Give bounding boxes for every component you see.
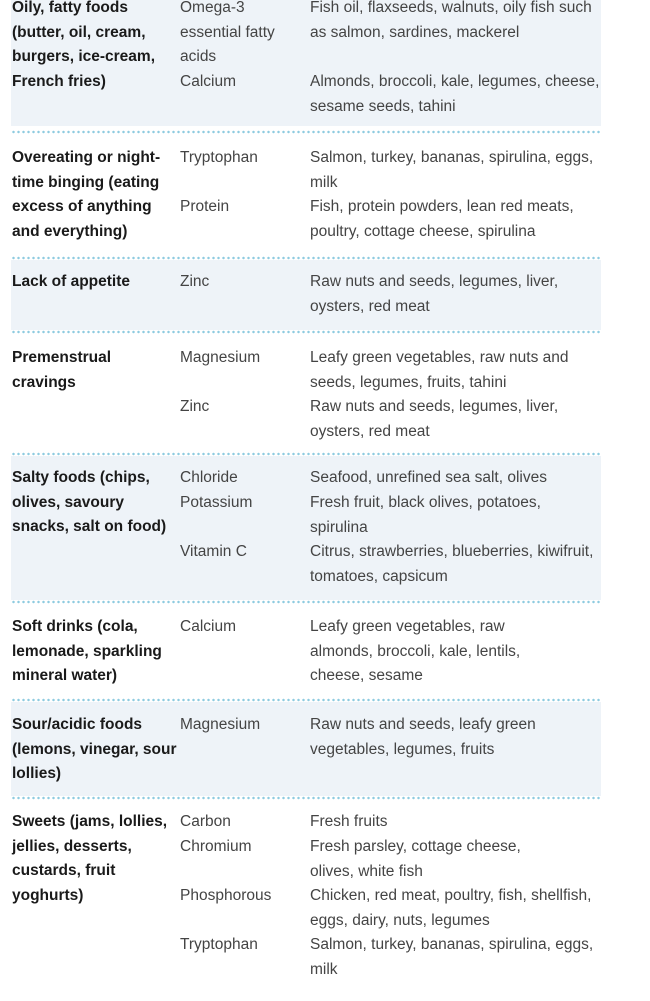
food-sources: Fresh fruit, black olives, potatoes, spirulina: [310, 494, 541, 536]
nutrient-label: Magnesium: [180, 349, 261, 366]
food-sources: Fish oil, flaxseeds, walnuts, oily fish such as salmon, sardines, mackerel: [310, 0, 592, 41]
table-row-group: [11, 134, 601, 256]
food-sources: Chicken, red meat, poultry, fish, shellfish, eggs, dairy, nuts, legumes: [310, 887, 592, 929]
food-sources: Salmon, turkey, bananas, spirulina, eggs, milk: [310, 149, 594, 191]
food-sources: Raw nuts and seeds, legumes, liver, oysters, red meat: [310, 398, 559, 440]
craving-label: Sour/acidic foods (lemons, vinegar, sour lollies): [12, 716, 177, 783]
nutrient-label: Potassium: [180, 494, 253, 511]
nutrient-label: Zinc: [180, 273, 210, 290]
food-sources: Fresh fruits: [310, 813, 388, 830]
food-sources: Almonds, broccoli, kale, legumes, cheese, sesame seeds, tahini: [310, 73, 600, 115]
table-row-group: [11, 456, 601, 600]
table-row-group: [11, 0, 601, 126]
food-sources: Fresh parsley, cottage cheese, olives, white fish: [310, 838, 521, 880]
craving-label: Sweets (jams, lollies, jellies, desserts, custards, fruit yoghurts): [12, 813, 168, 904]
nutrient-label: Calcium: [180, 73, 236, 90]
nutrient-label: Tryptophan: [180, 149, 258, 166]
food-sources: Salmon, turkey, bananas, spirulina, eggs, milk: [310, 936, 594, 978]
nutrient-label: Protein: [180, 198, 230, 215]
craving-label: Soft drinks (cola, lemonade, sparkling mineral water): [12, 618, 162, 685]
nutrient-label: Phosphorous: [180, 887, 272, 904]
food-sources: Seafood, unrefined sea salt, olives: [310, 469, 547, 486]
nutrient-label: Carbon: [180, 813, 231, 830]
food-sources: Raw nuts and seeds, leafy green vegetables, legumes, fruits: [310, 716, 536, 758]
food-sources: Fish, protein powders, lean red meats, poultry, cottage cheese, spirulina: [310, 198, 574, 240]
food-sources: Citrus, strawberries, blueberries, kiwifruit, tomatoes, capsicum: [310, 543, 594, 585]
table-row-group: [11, 604, 601, 698]
food-sources: Raw nuts and seeds, legumes, liver, oysters, red meat: [310, 273, 559, 315]
nutrient-label: Omega-3 essential fatty acids: [180, 0, 275, 66]
nutrient-label: Calcium: [180, 618, 236, 635]
nutrient-label: Magnesium: [180, 716, 261, 733]
craving-label: Oily, fatty foods (butter, oil, cream, burgers, ice-cream, French fries): [12, 0, 156, 90]
craving-label: Salty foods (chips, olives, savoury snacks, salt on food): [12, 469, 167, 536]
nutrient-label: Chloride: [180, 469, 238, 486]
craving-label: Premenstrual cravings: [12, 349, 112, 391]
craving-label: Overeating or night-time binging (eating excess of anything and everything): [12, 149, 161, 240]
nutrient-label: Tryptophan: [180, 936, 258, 953]
nutrient-label: Chromium: [180, 838, 252, 855]
table-row-group: [11, 702, 601, 796]
craving-label: Lack of appetite: [12, 273, 130, 290]
food-sources: Leafy green vegetables, raw nuts and seeds, legumes, fruits, tahini: [310, 349, 569, 391]
table-row-group: [11, 260, 601, 330]
nutrient-label: Vitamin C: [180, 543, 247, 560]
nutrient-label: Zinc: [180, 398, 210, 415]
table-row-group: [11, 800, 601, 990]
table-row-group: [11, 334, 601, 452]
food-sources: Leafy green vegetables, raw almonds, broccoli, kale, lentils, cheese, sesame: [310, 618, 521, 685]
